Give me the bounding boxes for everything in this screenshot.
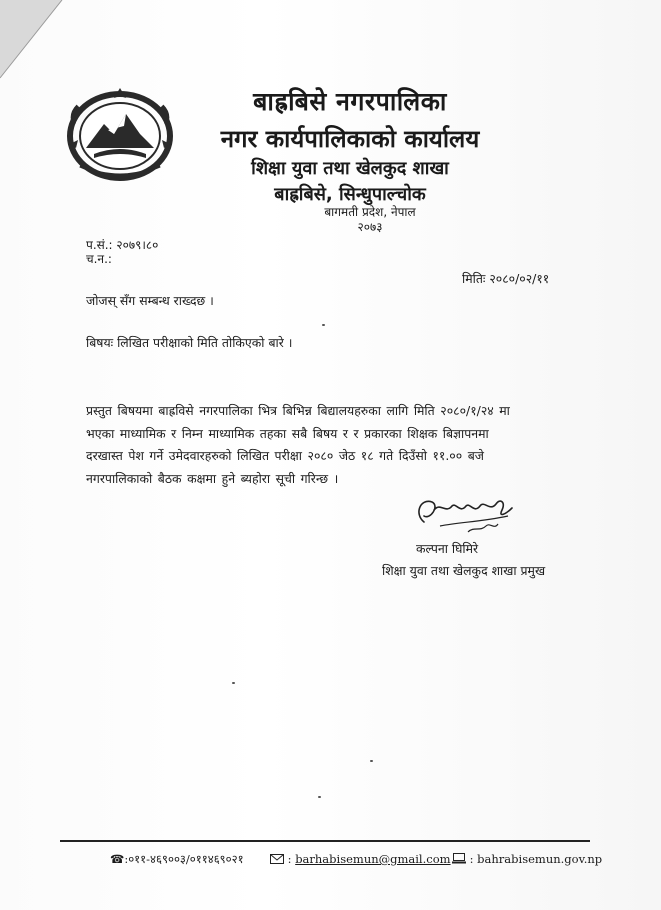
footer-phone: ☎:०११-४६९००३/०११४६९०२१ xyxy=(110,852,244,866)
office-name: नगर कार्यपालिकाको कार्यालय xyxy=(220,125,480,153)
envelope-icon xyxy=(270,854,284,864)
signatory-title: शिक्षा युवा तथा खेलकुद शाखा प्रमुख xyxy=(382,563,546,578)
page-fold-shadow xyxy=(0,0,90,90)
signatory-name: कल्पना घिमिरे xyxy=(416,541,479,556)
letter-body xyxy=(86,400,598,490)
body-line: प्रस्तुत बिषयमा बाह्रविसे नगरपालिका भित्र बिभिन्न बिद्यालयहरुका लागि मिति २०८०/१/२४ मा xyxy=(86,403,510,418)
scan-speck xyxy=(322,324,325,326)
footer-divider xyxy=(60,840,590,842)
scan-speck xyxy=(232,682,235,684)
letter-reference-number: प.सं.: २०७९।८० xyxy=(86,238,159,252)
email-prefix: : xyxy=(287,852,292,866)
email-link[interactable]: barhabisemun@gmail.com xyxy=(295,852,451,866)
province-name: बागमती प्रदेश, नेपाल xyxy=(324,205,416,219)
body-line: नगरपालिकाको बैठक कक्षमा हुने ब्यहोरा सूची गरिन्छ । xyxy=(86,470,339,486)
subject-line: बिषयः लिखित परीक्षाको मिति तोकिएको बारे । xyxy=(86,335,293,350)
body-line: भएका माध्यामिक र निम्न माध्यामिक तहका सबै बिषय र र प्रकारका शिक्षक बिज्ञापनमा xyxy=(86,425,489,441)
office-address: बाह्रबिसे, सिन्धुपाल्चोक xyxy=(274,184,426,205)
body-line: दरखास्त पेश गर्ने उमेदवारहरुको लिखित परीक्षा २०८० जेठ १८ गते दिउँसो ११.०० बजे xyxy=(86,448,484,463)
section-name: शिक्षा युवा तथा खेलकुद शाखा xyxy=(251,158,449,179)
addressee-line: जोजस् सँग सम्बन्ध राख्दछ । xyxy=(86,293,214,308)
scan-speck xyxy=(318,796,321,798)
footer-website xyxy=(452,852,602,866)
dispatch-number: च.न.: xyxy=(86,252,112,266)
scan-speck xyxy=(370,760,373,762)
handwritten-signature xyxy=(410,492,530,534)
letter-date: मितिः २०८०/०२/११ xyxy=(462,271,550,286)
municipality-name: बाह्रबिसे नगरपालिका xyxy=(253,87,447,116)
website-link[interactable]: : bahrabisemun.gov.np xyxy=(469,852,603,866)
established-year: २०७३ xyxy=(357,220,383,234)
footer-email xyxy=(270,852,451,866)
computer-icon xyxy=(452,853,466,864)
